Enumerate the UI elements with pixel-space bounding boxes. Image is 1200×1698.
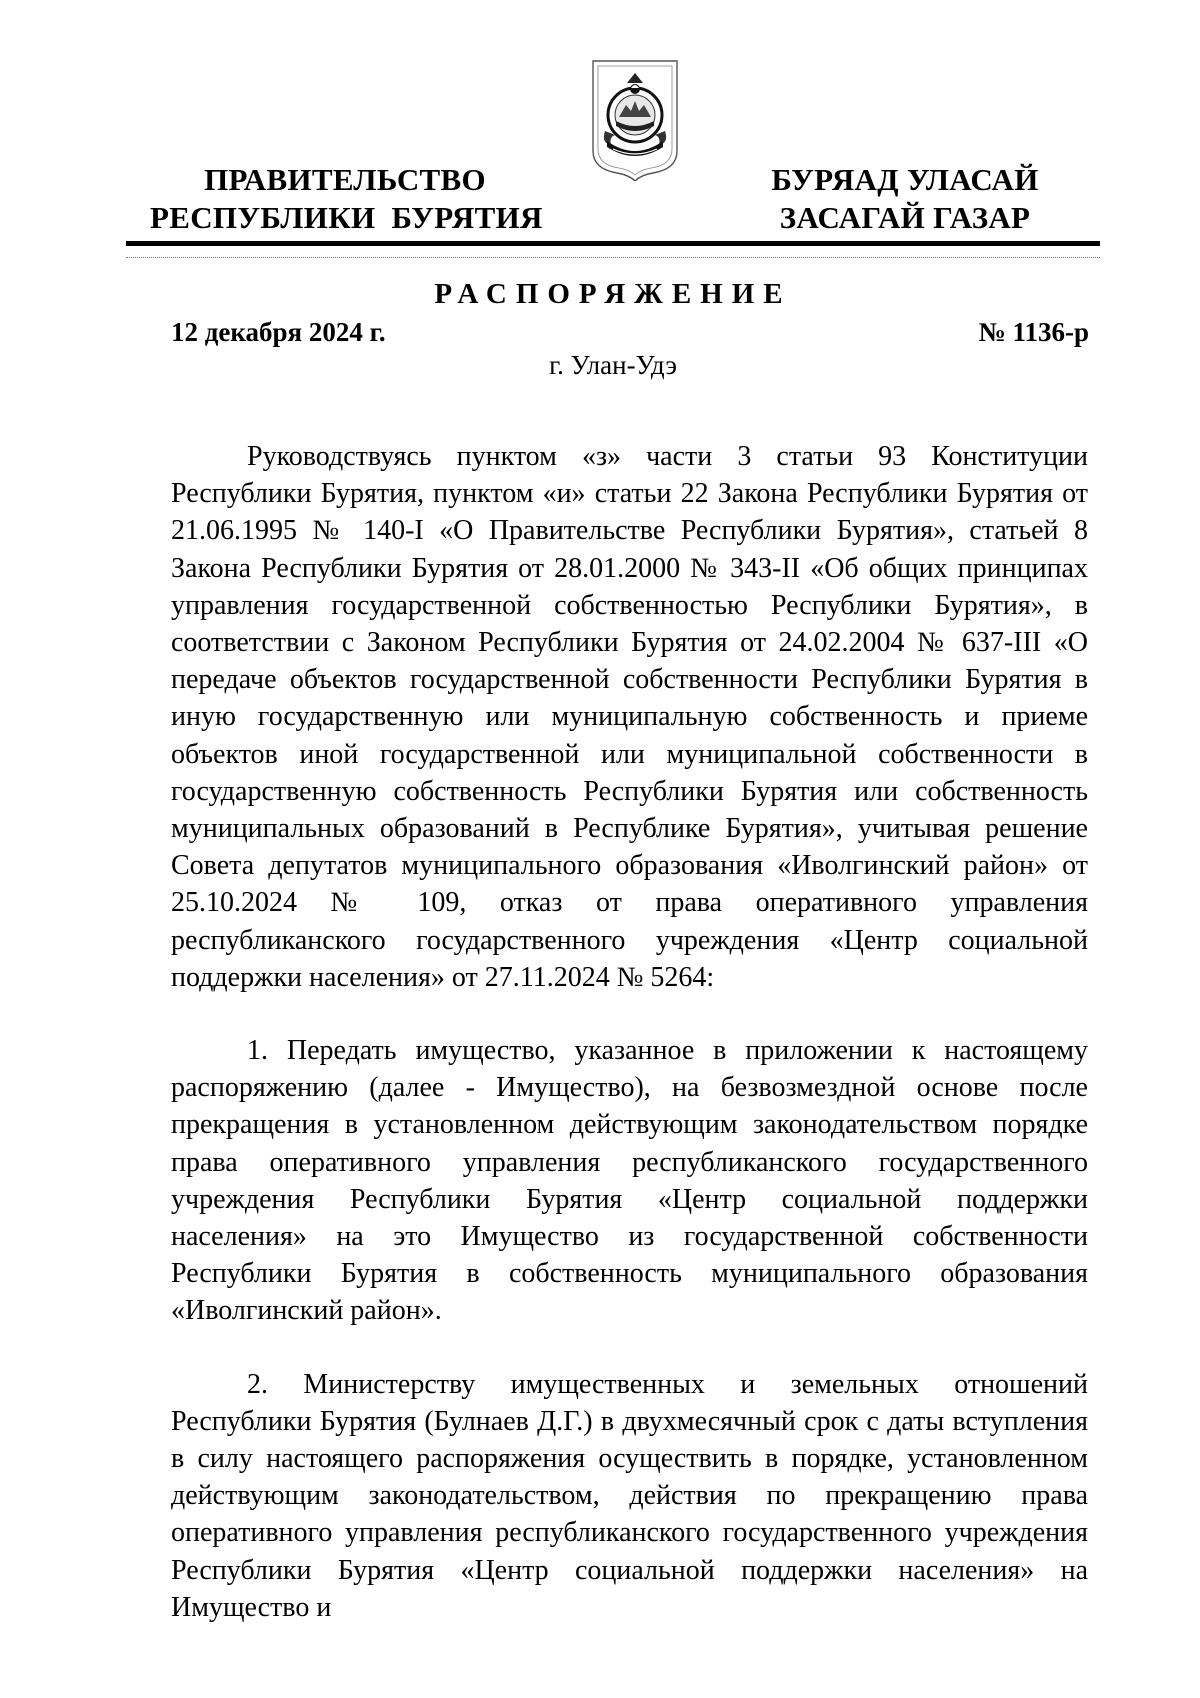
header-right-org <box>750 161 1060 237</box>
coat-of-arms-icon <box>589 55 681 181</box>
document-city: г. Улан-Удэ <box>549 350 677 380</box>
document-body <box>171 438 1088 1626</box>
clause-2-paragraph: 2. Министерству имущественных и земельных отношений Республики Бурятия (Булнаев Д.Г.) в двухмесячный срок с даты вступления в силу настоящего распоряжения осуществить в порядке, установленном действующим законодательством, действия по прекращению права оперативного управления республиканского государственного учреждения Республики Бурятия «Центр социальной поддержки населения» на Имущество и <box>171 1368 1088 1623</box>
preamble-paragraph: Руководствуясь пунктом «з» части 3 статьи 93 Конституции Республики Бурятия, пунктом «и» статьи 22 Закона Республики Бурятия от 21.06.1995 № 140-I «О Правительстве Республики Бурятия», статьей 8 Закона Республики Бурятия от 28.01.2000 № 343-II «Об общих принципах управления государственной собственностью Республики Бурятия», в соответствии с Законом Республики Бурятия от 24.02.2004 № 637-III «О передаче объектов государственной собственности Республики Бурятия в иную государственную или муниципальную собственность и приеме объектов иной государственной или муниципальной собственности в государственную собственность Республики Бурятия или собственность муниципальных образований в Республике Бурятия», учитывая решение Совета депутатов муниципального образования «Иволгинский район» от 25.10.2024 № 109, отказ от права оперативного управления республиканского государственного учреждения «Центр социальной поддержки населения» от 27.11.2024 № 5264: <box>171 441 1088 993</box>
header-right-line2: ЗАСАГАЙ ГАЗАР <box>779 200 1031 235</box>
header-left-line2: РЕСПУБЛИКИ БУРЯТИЯ <box>150 200 543 235</box>
document-number: № 1136-р <box>978 317 1089 347</box>
document-date: 12 декабря 2024 г. <box>171 317 386 347</box>
header-left-org <box>150 161 543 237</box>
header-right-line1: БУРЯАД УЛАСАЙ <box>771 162 1039 197</box>
header-divider-thick <box>126 241 1100 246</box>
clause-1-paragraph: 1. Передать имущество, указанное в приложении к настоящему распоряжению (далее - Имущество), на безвозмездной основе после прекращения в установленном действующим законодательством порядке права оперативного управления республиканского государственного учреждения Республики Бурятия «Центр социальной поддержки населения» на это Имущество из государственной собственности Республики Бурятия в собственность муниципального образования «Иволгинский район». <box>171 1035 1088 1327</box>
header-divider-thin <box>126 257 1100 258</box>
header-left-line1: ПРАВИТЕЛЬСТВО <box>204 162 486 197</box>
document-type-title: РАСПОРЯЖЕНИЕ <box>434 278 792 310</box>
